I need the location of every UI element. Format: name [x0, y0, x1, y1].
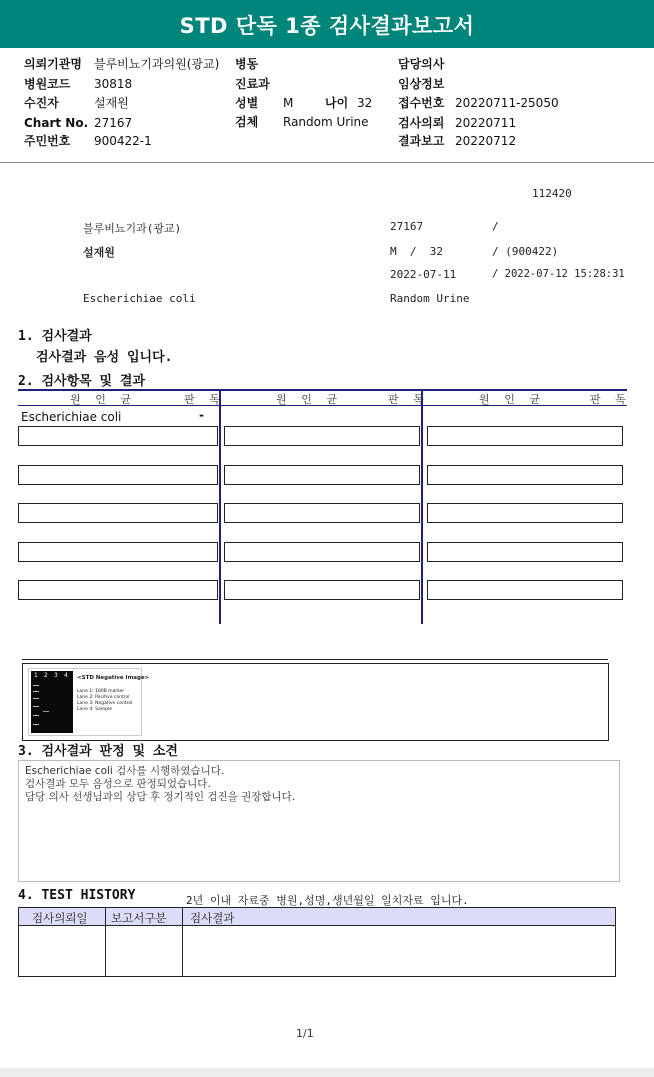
result-cell	[224, 542, 420, 562]
label-request-date: 검사의뢰	[398, 116, 445, 130]
col1-pathogen-header: 원 인 균	[70, 393, 136, 406]
col2-pathogen-header: 원 인 균	[276, 393, 342, 406]
column-divider	[421, 390, 423, 624]
label-chart: 27167	[390, 220, 424, 233]
gel-band	[33, 685, 39, 686]
gel-title: <STD Negative Image>	[77, 675, 150, 681]
value-requesting-institution: 블루비뇨기과의원(광교)	[94, 57, 220, 71]
result-cell	[224, 426, 420, 446]
result-cell	[427, 465, 623, 485]
label-date1: 2022-07-11	[390, 268, 457, 281]
col1-judgement-header: 판 독	[184, 393, 224, 406]
gel-legend-item: Lane 1: 100B marker	[77, 689, 125, 694]
result-cell	[18, 503, 218, 523]
label-number: 112420	[532, 187, 572, 200]
value-resident-number: 900422-1	[94, 134, 152, 148]
result-judgement: -	[199, 408, 204, 422]
result-pathogen: Escherichiae coli	[21, 410, 122, 424]
label-requesting-institution: 의뢰기관명	[24, 57, 82, 71]
opinion-line: 담당 의사 선생님과의 상담 후 정기적인 검진을 권장합니다.	[25, 791, 296, 803]
value-request-date: 20220711	[455, 116, 517, 130]
gel-lane-label: 4	[64, 672, 68, 679]
page-bottom-bar	[0, 1068, 654, 1077]
column-divider	[219, 390, 221, 624]
header-divider	[0, 162, 654, 163]
gel-legend-item: Lane 4: Sample	[77, 707, 112, 712]
label-chart-no: Chart No.	[24, 116, 89, 130]
gel-lane-label: 2	[44, 672, 48, 679]
history-col-divider	[105, 908, 106, 976]
value-receipt-number: 20220711-25050	[455, 96, 559, 110]
label-hospital-code: 병원코드	[24, 77, 71, 91]
label-specimen: 검체	[235, 115, 259, 129]
label-sex: 성별	[235, 96, 259, 110]
label-receipt-number: 접수번호	[398, 96, 445, 110]
value-report-date: 20220712	[455, 134, 517, 148]
label-age: 나이	[325, 96, 349, 110]
history-header-request-date: 검사의뢰일	[32, 911, 88, 925]
value-chart-no: 27167	[94, 116, 133, 130]
opinion-line: Escherichiae coli 검사를 시행하였습니다.	[25, 765, 225, 777]
col2-judgement-header: 판 독	[388, 393, 428, 406]
label-report-date: 결과보고	[398, 134, 445, 148]
gel-band	[43, 711, 49, 712]
section4-title: 4. TEST HISTORY	[18, 888, 136, 903]
gel-band	[33, 724, 39, 725]
gel-thumbnail	[28, 668, 150, 736]
gel-band	[33, 698, 39, 699]
label-doctor: 담당의사	[398, 57, 445, 71]
label-sex-age: M / 32	[390, 245, 443, 258]
history-header-report-type: 보고서구분	[111, 911, 167, 925]
gel-lane-label: 1	[34, 672, 38, 679]
history-table	[18, 907, 616, 977]
value-sex: M	[283, 96, 294, 110]
value-hospital-code: 30818	[94, 77, 133, 91]
label-clinical-info: 임상정보	[398, 77, 445, 91]
history-header-result: 검사결과	[190, 911, 235, 925]
gel-lane-label: 3	[54, 672, 58, 679]
value-patient: 설재원	[94, 96, 129, 110]
result-cell	[18, 580, 218, 600]
col3-judgement-header: 판 독	[590, 393, 630, 406]
result-cell	[427, 426, 623, 446]
label-ward: 병동	[235, 57, 259, 71]
result-cell	[224, 503, 420, 523]
page-number: 1/1	[296, 1027, 314, 1040]
gel-image	[31, 671, 73, 733]
report-title: STD 단독 1종 검사결과보고서	[0, 0, 654, 48]
label-birth: / (900422)	[492, 245, 559, 258]
gel-band	[33, 706, 39, 707]
result-cell	[427, 580, 623, 600]
label-department: 진료과	[235, 77, 270, 91]
gel-legend	[77, 689, 132, 713]
label-date2: / 2022-07-12 15:28:31	[492, 268, 625, 280]
label-slash: /	[492, 220, 499, 233]
label-hospital: 블루비뇨기과(광교)	[83, 222, 182, 235]
opinion-line: 검사결과 모두 음성으로 판정되었습니다.	[25, 778, 211, 790]
gel-image-frame	[22, 663, 609, 741]
value-age: 32	[357, 96, 373, 110]
gel-legend-item: Lane 2: Positive control	[77, 695, 130, 700]
section2-title: 2. 검사항목 및 결과	[18, 374, 146, 389]
history-col-divider	[182, 908, 183, 976]
gel-legend-item: Lane 3: Negative control	[77, 701, 133, 706]
gel-band	[33, 715, 39, 716]
section1-result: 검사결과 음성 입니다.	[36, 350, 173, 365]
result-cell	[18, 426, 218, 446]
section1-title: 1. 검사결과	[18, 329, 92, 344]
result-cell	[224, 580, 420, 600]
value-specimen: Random Urine	[283, 115, 369, 129]
label-resident-number: 주민번호	[24, 134, 71, 148]
label-specimen: Random Urine	[390, 292, 470, 305]
history-header-row	[19, 908, 615, 926]
result-cell	[224, 465, 420, 485]
result-cell	[427, 542, 623, 562]
gel-band	[33, 691, 39, 692]
result-cell	[427, 503, 623, 523]
result-cell	[18, 542, 218, 562]
result-cell	[18, 465, 218, 485]
section4-note: 2년 이내 자료중 병원,성명,생년월일 일치자료 입니다.	[186, 894, 469, 907]
gel-top-rule	[22, 659, 608, 660]
label-name: 설재원	[83, 246, 115, 259]
col3-pathogen-header: 원 인 균	[479, 393, 545, 406]
label-pathogen: Escherichiae coli	[83, 292, 196, 305]
section3-title: 3. 검사결과 판정 및 소견	[18, 744, 178, 759]
label-patient: 수진자	[24, 96, 59, 110]
opinion-box	[18, 760, 620, 882]
